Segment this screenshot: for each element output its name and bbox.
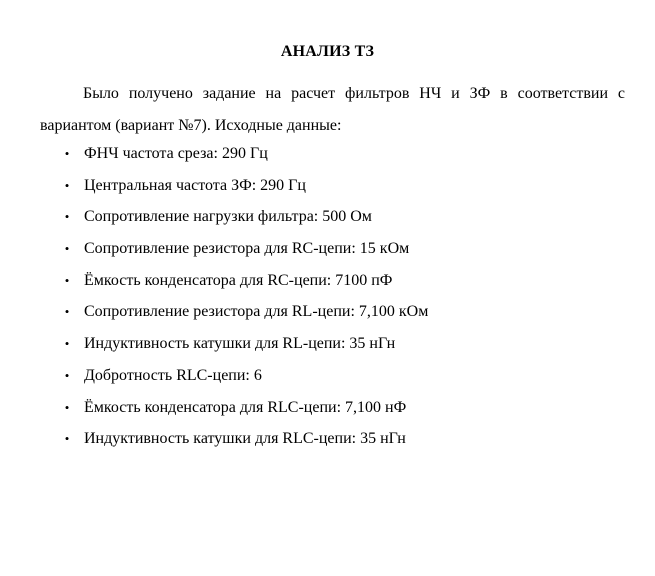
list-item: [0, 265, 428, 297]
bullet-icon: •: [64, 367, 70, 383]
page-title: АНАЛИЗ ТЗ: [280, 43, 375, 60]
bullet-icon: •: [64, 146, 70, 161]
bullet-icon: •: [64, 336, 70, 352]
list-item-text: Индуктивность катушки для RL-цепи: 35 нГн: [84, 335, 396, 353]
list-item-text: Центральная частота ЗФ: 290 Гц: [84, 176, 306, 194]
list-item-text: Сопротивление резистора для RL-цепи: 7,100 кОм: [84, 303, 429, 321]
bullet-icon: •: [64, 304, 70, 320]
list-item-text: Ёмкость конденсатора для RC-цепи: 7100 пФ: [84, 271, 393, 289]
bullet-icon: •: [64, 272, 70, 288]
intro-paragraph: Было получено задание на расчет фильтров НЧ и ЗФ в соответствии с вариантом (вариант №7). Исходные данные:: [40, 85, 625, 134]
list-item: [0, 170, 428, 202]
list-item: [0, 138, 428, 170]
list-item: [0, 201, 428, 233]
list-item: [0, 233, 428, 265]
list-item: [0, 423, 428, 455]
list-item: [0, 392, 428, 424]
bullet-icon: •: [64, 399, 70, 415]
list-item: [0, 360, 428, 392]
bullet-icon: •: [64, 177, 70, 193]
bullet-icon: •: [64, 241, 70, 257]
list-item: [0, 328, 428, 360]
list-item-text: Индуктивность катушки для RLC-цепи: 35 нГн: [84, 430, 406, 448]
list-item-text: Ёмкость конденсатора для RLC-цепи: 7,100 нФ: [84, 398, 407, 416]
list-item-text: Сопротивление резистора для RC-цепи: 15 кОм: [84, 240, 410, 258]
requirements-list: [0, 138, 428, 455]
bullet-icon: •: [64, 431, 70, 447]
list-item-text: Сопротивление нагрузки фильтра: 500 Ом: [84, 208, 372, 226]
bullet-icon: •: [64, 209, 70, 225]
list-item-text: Добротность RLC-цепи: 6: [84, 366, 262, 384]
list-item: [0, 296, 428, 328]
list-item-text: ФНЧ частота среза: 290 Гц: [84, 145, 268, 162]
